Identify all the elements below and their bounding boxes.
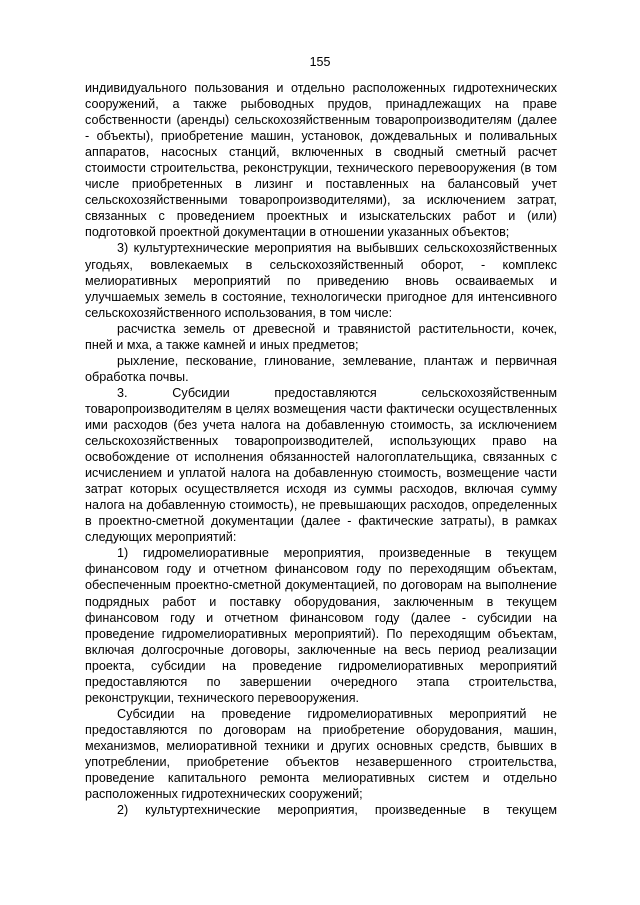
paragraph-8: 2) культуртехнические мероприятия, произведенные в текущем — [117, 803, 557, 818]
paragraph-5: 3. Субсидии предоставляются сельскохозяйственным товаропроизводителям в целях возмещения части фактически осуществленных ими расходов (без учета налога на добавленную стоимость, за исключением сельскохозяйственных товаропроизводителей, использующих право на освобождение от исполнения обязанностей налогоплательщика, связанных с исчислением и уплатой налога на добавленную стоимость, возмещение части затрат которых осуществляется исходя из суммы расходов, включая сумму налога на добавленную стоимость), не превышающих расходов, определенных в проектно-сметной документации (далее - фактические затраты), в рамках следующих мероприятий: — [85, 385, 557, 545]
paragraph-4: рыхление, пескование, глинование, землевание, плантаж и первичная обработка почвы. — [85, 353, 557, 384]
page-number: 155 — [309, 55, 331, 69]
paragraph-7: Субсидии на проведение гидромелиоративных мероприятий не предоставляются по договорам на приобретение оборудования, машин, механизмов, мелиоративной техники и других основных средств, бывших в употреблении, приобретение объектов незавершенного строительства, проведение капитального ремонта мелиоративных систем и отдельно расположенных гидротехнических сооружений; — [85, 706, 557, 802]
paragraph-2: 3) культуртехнические мероприятия на выбывших сельскохозяйственных угодьях, вовлекаемых в сельскохозяйственный оборот, - комплекс мелиоративных мероприятий по приведению вновь осваиваемых и улучшаемых земель в состояние, технологически пригодное для интенсивного сельскохозяйственного использования, в том числе: — [85, 241, 557, 320]
document-body — [85, 80, 557, 818]
paragraph-1: индивидуального пользования и отдельно расположенных гидротехнических сооружений, а также рыбоводных прудов, принадлежащих на праве собственности (аренды) сельскохозяйственным товаропроизводителям (далее - объекты), приобретение машин, установок, дождевальных и поливальных аппаратов, насосных станций, включенных в сводный сметный расчет стоимости строительства, реконструкции, технического перевооружения (в том числе приобретенных в лизинг и поставленных на балансовый учет сельскохозяйственными товаропроизводителями), за исключением затрат, связанных с проведением проектных и изыскательских работ и (или) подготовкой проектной документации в отношении указанных объектов; — [85, 81, 557, 240]
paragraph-3: расчистка земель от древесной и травянистой растительности, кочек, пней и мха, а также камней и иных предметов; — [85, 321, 557, 352]
paragraph-6: 1) гидромелиоративные мероприятия, произведенные в текущем финансовом году и отчетном финансовом году по переходящим объектам, обеспеченным проектно-сметной документацией, по договорам на выполнение подрядных работ и поставку оборудования, заключенным в текущем финансовом году и отчетном финансовом году (далее - субсидии на проведение гидромелиоративных мероприятий). По переходящим объектам, включая долгосрочные договоры, заключенные на весь период реализации проекта, субсидии на проведение гидромелиоративных мероприятий предоставляются по завершении очередного этапа строительства, реконструкции, технического перевооружения. — [85, 546, 557, 705]
